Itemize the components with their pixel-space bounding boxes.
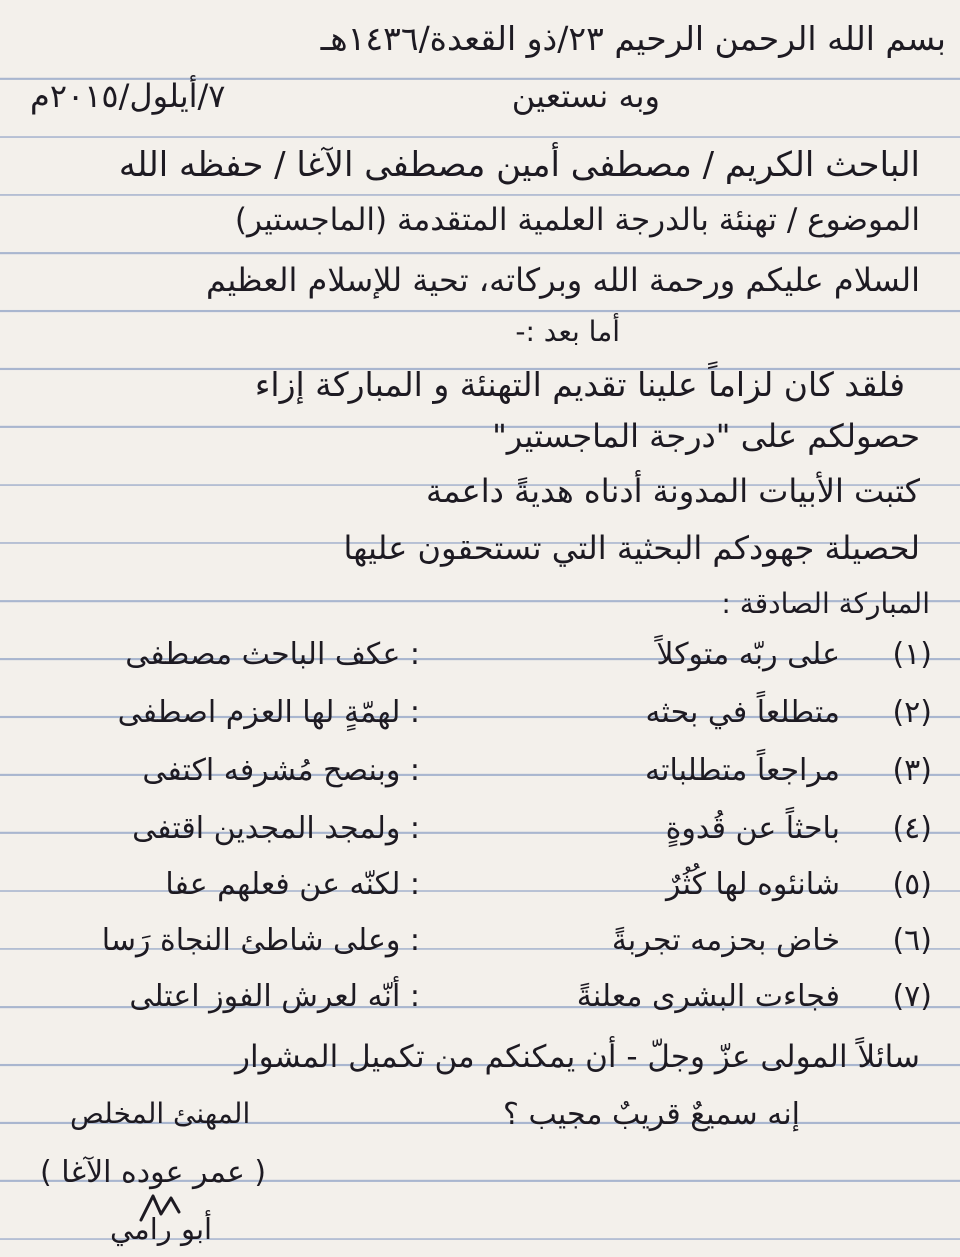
body-line: لحصيلة جهودكم البحثية التي تستحقون عليها <box>343 529 920 567</box>
closing-prayer: سائلاً المولى عزّ وجلّ - أن يمكنكم من تكميل المشوار <box>235 1039 920 1075</box>
body-line: كتبت الأبيات المدونة أدناه هديةً داعمة <box>425 472 920 510</box>
verse-first-hemistich: فجاءت البشرى معلنةً <box>576 979 840 1014</box>
verse-second-hemistich: : لكنّه عن فعلهم عفا <box>165 867 420 902</box>
basmala-hijri-date: بسم الله الرحمن الرحيم ٢٣/ذو القعدة/١٤٣٦هـ <box>320 19 946 58</box>
verse-number: (١) <box>892 637 932 672</box>
verse-number: (٢) <box>892 695 932 730</box>
verse-second-hemistich: : لهمّةٍ لها العزم اصطفى <box>117 695 420 730</box>
verse-number: (٥) <box>892 867 932 902</box>
verse-second-hemistich: : عكف الباحث مصطفى <box>125 637 420 672</box>
gregorian-date: ٧/أيلول/٢٠١٥م <box>30 77 226 115</box>
verse-number: (٤) <box>892 811 932 846</box>
verse-first-hemistich: مراجعاً متطلباته <box>645 753 840 788</box>
verse-first-hemistich: باحثاً عن قُدوةٍ <box>665 811 840 846</box>
subject-line: الموضوع / تهنئة بالدرجة العلمية المتقدمة (الماجستير) <box>234 202 920 238</box>
signature-title: المهنئ المخلص <box>70 1097 251 1130</box>
opening-line: أما بعد :- <box>515 315 620 348</box>
verse-second-hemistich: : أنّه لعرش الفوز اعتلى <box>129 979 420 1014</box>
verse-first-hemistich: خاض بحزمه تجربةً <box>611 923 840 958</box>
addressee-line: الباحث الكريم / مصطفى أمين مصطفى الآغا / حفظه الله <box>118 145 920 185</box>
body-line: المباركة الصادقة : <box>721 587 930 620</box>
closing-prayer-end: إنه سميعٌ قريبٌ مجيب ؟ <box>503 1097 800 1132</box>
verse-number: (٣) <box>892 753 932 788</box>
verse-second-hemistich: : وبنصح مُشرفه اكتفى <box>142 753 420 788</box>
verse-second-hemistich: : وعلى شاطئ النجاة رَسا <box>101 923 420 958</box>
verse-first-hemistich: على ربّه متوكلاً <box>656 637 840 672</box>
signature-name: ( عمر عوده الآغا ) <box>40 1155 267 1190</box>
verse-first-hemistich: متطلعاً في بحثه <box>645 695 840 730</box>
body-line: حصولكم على "درجة الماجستير" <box>492 417 920 455</box>
verse-number: (٦) <box>892 923 932 958</box>
body-line: فلقد كان لزاماً علينا تقديم التهنئة و المباركة إزاء <box>254 365 905 404</box>
verse-first-hemistich: شانئوه لها كُثُرٌ <box>666 867 840 902</box>
verse-number: (٧) <box>892 979 932 1014</box>
greeting-line: السلام عليكم ورحمة الله وبركاته، تحية للإسلام العظيم <box>206 261 920 299</box>
signature-kunya: أبو رامي <box>110 1212 213 1246</box>
invocation-line: وبه نستعين <box>511 77 660 115</box>
verse-second-hemistich: : ولمجد المجدين اقتفى <box>132 811 420 846</box>
